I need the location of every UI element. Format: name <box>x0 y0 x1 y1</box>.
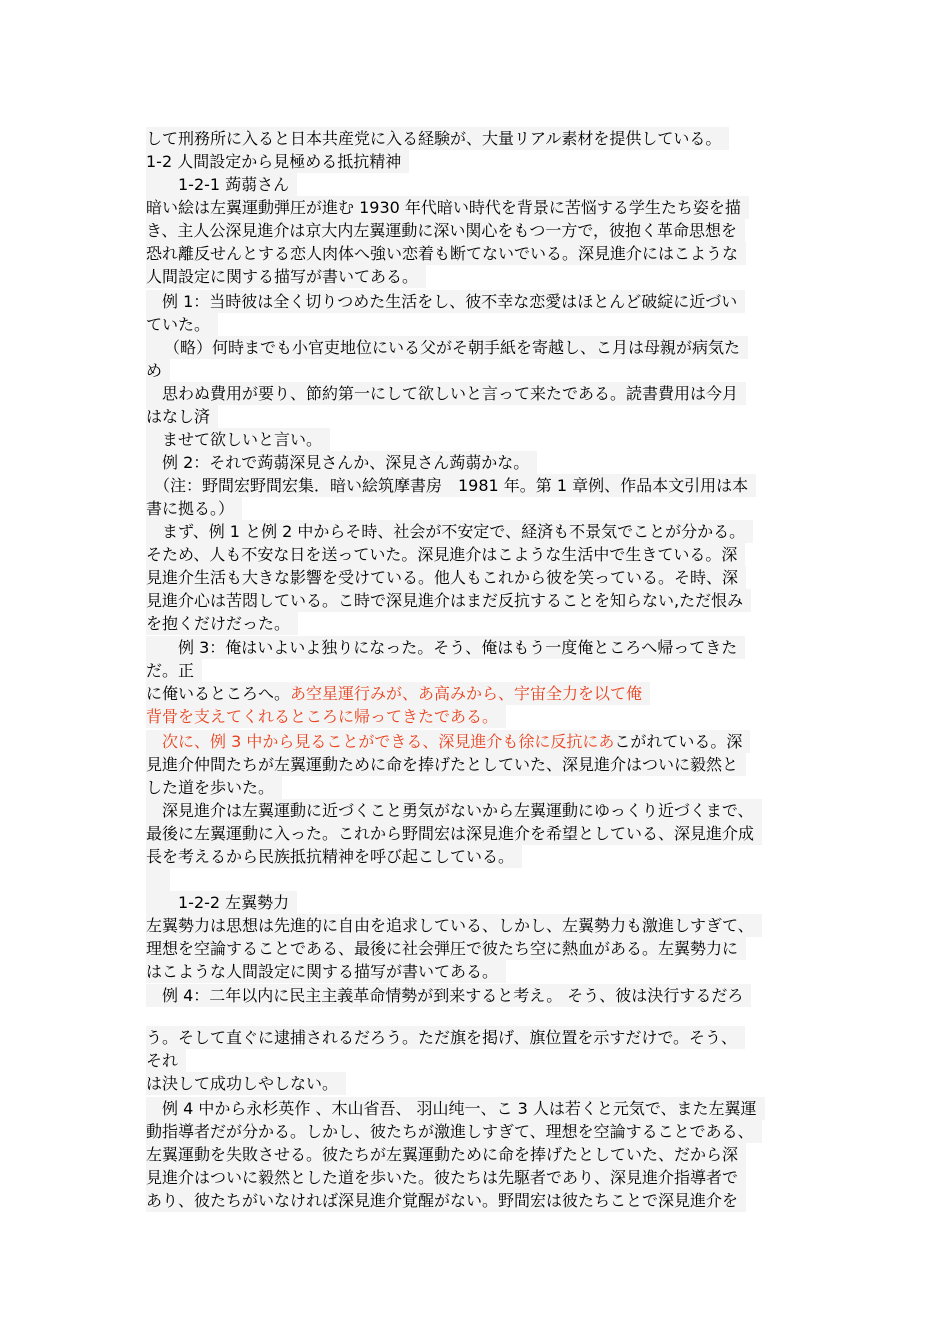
quote-line: （略）何時までも小官吏地位にいる父がそ朝手紙を寄越し、こ月は母親が病気た <box>146 336 748 359</box>
highlighted-text: 次に、例 3 中から見ることができる、深見進介も徐に反抗にあ <box>162 732 615 751</box>
text-line: 左翼勢力は思想は先進的に自由を追求している、しかし、左翼勢力も激進しすぎて、 <box>146 914 762 937</box>
example-line: 例 2：それで蒟蒻深見さんか、深見さん蒟蒻かな。 <box>146 451 537 474</box>
blank-line <box>146 868 170 891</box>
example-line: 例 1：当時彼は全く切りつめた生活をし、彼不幸な恋愛はほとんど破綻に近づい <box>146 290 745 313</box>
quote-line: ませて欲しいと言い。 <box>146 428 330 451</box>
subsection-heading: 1-2-1 蒟蒻さん <box>146 173 297 196</box>
text-line <box>146 730 750 753</box>
text-line: は決して成功しやしない。 <box>146 1072 346 1095</box>
quote-text: に俺いるところへ。 <box>146 684 291 703</box>
text-line: 見進介心は苦悶している。こ時で深見進介はまだ反抗することを知らない,ただ恨み <box>146 589 751 612</box>
quote-line <box>146 682 650 705</box>
text-line: 最後に左翼運動に入った。これから野間宏は深見進介を希望としている、深見進介成 <box>146 822 762 845</box>
text-line: 例 4 中から永杉英作 、木山省吾、 羽山纯一、こ 3 人は若くと元気で、また左翼運 <box>146 1097 765 1120</box>
text-line: して刑務所に入ると日本共産党に入る経験が、大量リアル素材を提供している。 <box>146 127 729 150</box>
text-line: 長を考えるから民族抵抗精神を呼び起こしている。 <box>146 845 522 868</box>
text-line: を抱くだけだった。 <box>146 612 298 635</box>
text-line: き、主人公深見進介は京大内左翼運動に深い関心をもつ一方で，彼抱く革命思想を <box>146 219 745 242</box>
text-line: した道を歩いた。 <box>146 776 282 799</box>
text-line: 見進介はついに毅然とした道を歩いた。彼たちは先駆者であり、深見進介指導者で <box>146 1166 746 1189</box>
text-line: 動指導者だが分かる。しかし、彼たちが激進しすぎて、理想を空論することである、 <box>146 1120 762 1143</box>
quote-line: 思わぬ費用が要り、節約第一にして欲しいと言って来たである。読書費用は今月 <box>146 382 746 405</box>
text-line: はなし済 <box>146 405 218 428</box>
example-line: 例 3：俺はいよいよ独りになった。そう、俺はもう一度俺ところへ帰ってきた <box>146 636 745 659</box>
text-line: まず、例 1 と例 2 中からそ時、社会が不安定で、経済も不景気でことが分かる。 <box>146 520 753 543</box>
text-line: め <box>146 359 170 382</box>
text-line: 見進介仲間たちが左翼運動ために命を捧げたとしていた、深見進介はついに毅然と <box>146 753 746 776</box>
text-line: 深見進介は左翼運動に近づくこと勇気がないから左翼運動にゆっくり近づくまで、 <box>146 799 762 822</box>
text-line: ていた。 <box>146 313 218 336</box>
subsection-heading: 1-2-2 左翼勢力 <box>146 891 297 914</box>
text-segment: こがれている。深 <box>614 732 743 751</box>
text-line: それ <box>146 1049 186 1072</box>
text-line: あり、彼たちがいなければ深見進介覚醒がない。野間宏は彼たちことで深見進介を <box>146 1189 746 1212</box>
text-line: 人間設定に関する描写が書いてある。 <box>146 265 426 288</box>
text-line: 書に拠る。） <box>146 497 242 520</box>
text-line: う。そして直ぐに逮捕されるだろう。ただ旗を掲げ、旗位置を示すだけで。そう、 <box>146 1026 745 1049</box>
text-line: 理想を空論することである、最後に社会弾圧で彼たち空に熱血がある。左翼勢力に <box>146 937 746 960</box>
example-line: 例 4：二年以内に民主主義革命情勢が到来すると考え。 そう、彼は決行するだろ <box>146 984 751 1007</box>
text-line: 左翼運動を失敗させる。彼たちが左翼運動ために命を捧げたとしていた、だから深 <box>146 1143 746 1166</box>
text-line: 見進介生活も大きな影響を受けている。他人もこれから彼を笑っている。そ時、深 <box>146 566 746 589</box>
section-heading: 1-2 人間設定から見極める抵抗精神 <box>146 150 409 173</box>
text-line: 暗い絵は左翼運動弾圧が進む 1930 年代暗い時代を背景に苦悩する学生たち姿を描 <box>146 196 749 219</box>
text-line: はこような人間設定に関する描写が書いてある。 <box>146 960 506 983</box>
text-line: そため、人も不安な日を送っていた。深見進介はこような生活中で生きている。深 <box>146 543 745 566</box>
text-line: だ。正 <box>146 659 202 682</box>
text-line: 恐れ離反せんとする恋人肉体へ強い恋着も断てないでいる。深見進介にはこような <box>146 242 746 265</box>
note-line: （注：野間宏野間宏集．暗い絵筑摩書房 1981 年。第 1 章例、作品本文引用は本 <box>146 474 756 497</box>
highlighted-quote: あ空星運行みが、あ高みから、宇宙全力を以て俺 <box>290 684 643 703</box>
highlighted-quote: 背骨を支えてくれるところに帰ってきたである。 <box>146 705 506 728</box>
